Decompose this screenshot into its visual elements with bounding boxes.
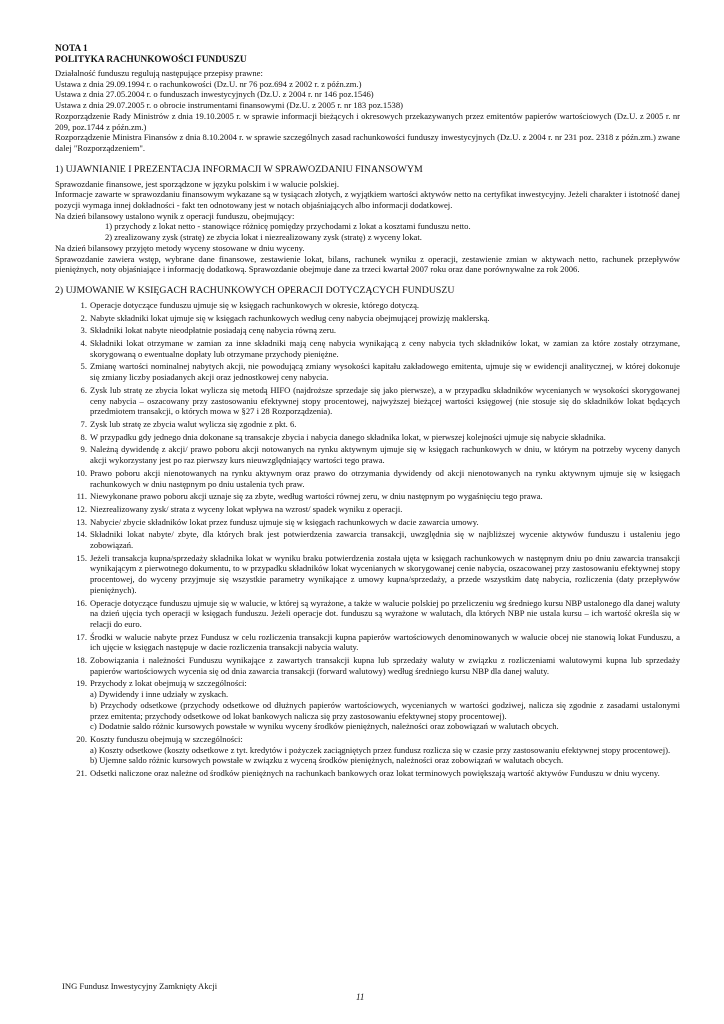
list-item xyxy=(55,432,680,443)
list-item-text: Jeżeli transakcja kupna/sprzedaży składnika lokat w wyniku braku potwierdzenia została ujęta w księgach rachunkowych w następnym dniu po dniu zawarcia transakcji wynikającym z pierwotnego dokumentu, to w przypadku składników lokat wycenianych w skorygowanej cenie nabycia, oszacowanej przy zastosowaniu efektywnej stopy procentowej, do wyceny przyjmuje się wszystkie parametry wynikające z umowy kupna/sprzedaży, a przede wszystkim datę nabycia, rozliczenia (daty przepływów pieniężnych). xyxy=(90,552,680,595)
list-item xyxy=(55,632,680,653)
intro-line: Ustawa z dnia 29.09.1994 r. o rachunkowości (Dz.U. nr 76 poz.694 z 2002 r. z późn.zm.) xyxy=(55,78,362,89)
list-item-number: 8. xyxy=(80,431,87,442)
list-item-text: b) Ujemne saldo różnic kursowych powstałe w związku z wyceną środków pieniężnych, należności oraz zobowiązań w walutach obcych. xyxy=(90,755,564,766)
intro-block xyxy=(55,68,680,154)
list-item-text: Składniki lokat nabyte nieodpłatnie posiadają cenę nabycia równą zeru. xyxy=(90,325,337,336)
list-item xyxy=(55,517,680,528)
rules-list xyxy=(55,300,680,779)
document-body xyxy=(55,44,680,781)
list-item-text: Nabyte składniki lokat ujmuje się w księgach rachunkowych według ceny nabycia obejmującej prowizję maklerską. xyxy=(90,312,490,323)
sub-item: 2) zrealizowany zysk (stratę) ze zbycia lokat i niezrealizowany zysk (stratę) z wyceny lokat. xyxy=(105,232,422,243)
list-item-number: 2. xyxy=(80,312,87,323)
list-item xyxy=(55,529,680,550)
intro-line: Rozporządzenie Ministra Finansów z dnia 8.10.2004 r. w sprawie szczególnych zasad rachunkowości funduszy inwestycyjnych (Dz.U. z 2004 r. nr 231 poz. 2318 z późn.zm.) zwane dalej "Rozporządzeniem". xyxy=(55,132,680,153)
list-item xyxy=(55,419,680,430)
list-item xyxy=(55,553,680,596)
list-item xyxy=(55,444,680,465)
list-item xyxy=(55,338,680,359)
list-item-text: a) Koszty odsetkowe (koszty odsetkowe z tyt. kredytów i pożyczek zaciągniętych przez fundusz rozlicza się w czasie przy zastosowaniu efektywnej stopy procentowej). xyxy=(90,744,671,755)
list-item-number: 16. xyxy=(76,597,87,608)
list-item-text: c) Dodatnie saldo różnic kursowych powstałe w wyniku wyceny środków pieniężnych, należności oraz zobowiązań w walutach obcych. xyxy=(90,721,559,732)
list-item-number: 14. xyxy=(76,529,87,540)
list-item-text: W przypadku gdy jednego dnia dokonane są transakcje zbycia i nabycia danego składnika lokat, w pierwszej kolejności ujmuje się nabycie składnika. xyxy=(90,431,606,442)
list-item xyxy=(55,504,680,515)
list-item-number: 17. xyxy=(76,631,87,642)
footer-company: ING Fundusz Inwestycyjny Zamknięty Akcji xyxy=(62,981,218,991)
list-item-text: Składniki lokat nabyte/ zbyte, dla których brak jest potwierdzenia zawarcia transakcji, uwzględnia się w najbliższej wycenie aktywów funduszu i ustaleniu jego zobowiązań. xyxy=(90,529,680,551)
list-item-number: 5. xyxy=(80,361,87,372)
list-item xyxy=(55,598,680,630)
list-item-text: Przychody z lokat obejmują w szczególności: xyxy=(90,678,247,689)
list-item-text: Niezrealizowany zysk/ strata z wyceny lokat wpływa na wzrost/ spadek wyniku z operacji. xyxy=(90,503,403,514)
paragraph: Sprawozdanie zawiera wstęp, wybrane dane finansowe, zestawienie lokat, bilans, rachunek wyniku z operacji, zestawienie zmian w aktywach netto, rachunek przepływów pieniężnych, noty objaśniające i informację dodatkową. Sprawozdanie obejmuje dane za trzeci kwartał 2007 roku oraz dane porównywalne za rok 2006. xyxy=(55,253,680,275)
list-item-text: Zobowiązania i należności Funduszu wynikające z zawartych transakcji kupna lub sprzedaży waluty w związku z rozliczeniami walutowymi kupna lub sprzedaży papierów wartościowych wycenia się od dnia zawarcia transakcji (forward walutowy) według średniego kursu NBP dla danej waluty. xyxy=(90,655,680,676)
page-number: 11 xyxy=(356,992,365,1002)
paragraph: Sprawozdanie finansowe, jest sporządzone w języku polskim i w walucie polskiej. xyxy=(55,178,339,189)
list-item-text: Zmianę wartości nominalnej nabytych akcji, nie powodującą zmiany wysokości kapitału zakładowego emitenta, ujmuje się w ewidencji analitycznej, w której dokonuje się zmiany liczby posiadanych akcji oraz jednostkowej ceny nabycia. xyxy=(90,361,680,383)
list-item xyxy=(55,678,680,732)
list-item-number: 15. xyxy=(76,552,87,563)
list-item-number: 18. xyxy=(76,655,87,666)
list-item-text: Koszty funduszu obejmują w szczególności: xyxy=(90,733,243,744)
list-item-text: Niewykonane prawo poboru akcji uznaje się za zbyte, według wartości równej zeru, w dniu następnym po wygaśnięciu tego prawa. xyxy=(90,491,543,502)
list-item-text: Środki w walucie nabyte przez Fundusz w celu rozliczenia transakcji kupna papierów wartościowych denominowanych w walucie obcej nie stanowią lokat Funduszu, a ich ujęcie w księgach następuje w dacie rozliczenia transakcji nabycia waluty. xyxy=(90,631,680,653)
page-title: POLITYKA RACHUNKOWOŚCI FUNDUSZU xyxy=(55,55,247,65)
list-item xyxy=(55,491,680,502)
list-item-number: 11. xyxy=(76,491,87,502)
intro-line: Ustawa z dnia 27.05.2004 r. o funduszach inwestycyjnych (Dz.U. z 2004 r. nr 146 poz.1546) xyxy=(55,89,374,100)
paragraph: Na dzień bilansowy przyjęto metody wyceny stosowane w dniu wyceny. xyxy=(55,242,305,253)
list-item xyxy=(55,734,680,766)
list-item-text: Zysk lub stratę ze zbycia lokat wylicza się metodą HIFO (najdroższe sprzedaje się jako pierwsze), a w przypadku składników wycenianych w wysokości skorygowanej ceny nabycia – oszacowany przy zastosowaniu efektywnej stopy procentowej, najwyższej bieżącej wartości księgowej (nie stosuje się do składników lokat będących przedmiotem transakcji, o których mowa w §27 i 28 Rozporządzenia). xyxy=(90,384,680,417)
list-item xyxy=(55,655,680,676)
list-item-number: 21. xyxy=(76,768,87,779)
list-item xyxy=(55,468,680,489)
list-item-text: Należną dywidendę z akcji/ prawo poboru akcji notowanych na rynku aktywnym ujmuje się w księgach rachunkowych w dniu, w którym na potrzeby wyceny danych akcji wykorzystany jest po raz pierwszy kurs nieuwzględniający wartości tego prawa. xyxy=(90,444,680,466)
intro-line: Ustawa z dnia 29.07.2005 r. o obrocie instrumentami finansowymi (Dz.U. z 2005 r. nr 183 poz.1538) xyxy=(55,100,403,111)
note-number: NOTA 1 xyxy=(55,44,88,54)
intro-line: Rozporządzenie Rady Ministrów z dnia 19.10.2005 r. w sprawie informacji bieżących i okresowych przekazywanych przez emitentów papierów wartościowych (Dz.U. z 2005 r. nr 209, poz.1744 z późn.zm.) xyxy=(55,110,680,132)
sub-item: 1) przychody z lokat netto - stanowiące różnicę pomiędzy przychodami z lokat a kosztami funduszu netto. xyxy=(105,221,471,232)
list-item-number: 19. xyxy=(76,678,87,689)
list-item xyxy=(55,385,680,417)
section-2-heading: 2) UJMOWANIE W KSIĘGACH RACHUNKOWYCH OPERACJI DOTYCZĄCYCH FUNDUSZU xyxy=(55,284,455,296)
list-item xyxy=(55,300,680,311)
list-item-text: Prawo poboru akcji nienotowanych na rynku aktywnym oraz prawo do otrzymania dywidendy od akcji nienotowanych na rynku aktywnym ujmuje się w księgach rachunkowych w dniu następnym po dniu ustalenia tych praw. xyxy=(90,467,680,489)
list-item-number: 7. xyxy=(80,418,87,429)
list-item-text: Odsetki naliczone oraz należne od środków pieniężnych na rachunkach bankowych oraz lokat terminowych powiększają wartość aktywów Funduszu w dniu wyceny. xyxy=(90,768,660,779)
paragraph: Informacje zawarte w sprawozdaniu finansowym wykazane są w tysiącach złotych, z wyjątkiem wartości aktywów netto na certyfikat inwestycyjny. Jeżeli charakter i istotność danej pozycji wymaga innej dokładności - fakt ten odnotowany jest w notach objaśniających albo informacji dodatkowej. xyxy=(55,189,680,211)
list-item-number: 20. xyxy=(76,733,87,744)
list-item-text: Nabycie/ zbycie składników lokat przez fundusz ujmuje się w księgach rachunkowych w dacie zawarcia umowy. xyxy=(90,516,479,527)
list-item-number: 3. xyxy=(80,325,87,336)
section-1-heading: 1) UJAWNIANIE I PREZENTACJA INFORMACJI W SPRAWOZDANIU FINANSOWYM xyxy=(55,163,423,175)
list-item-text: b) Przychody odsetkowe (przychody odsetkowe od dłużnych papierów wartościowych, wycenianych w wartości godziwej, nalicza się zgodnie z zasadami ustalonymi przez emitenta; przychody odsetkowe od lokat bankowych nalicza się przy zastosowaniu efektywnej stopy procentowej). xyxy=(90,699,680,721)
section-1-body xyxy=(55,179,680,275)
intro-line: Działalność funduszu regulują następujące przepisy prawne: xyxy=(55,68,263,78)
list-item-number: 13. xyxy=(76,516,87,527)
list-item-number: 6. xyxy=(80,384,87,395)
list-item-text: Zysk lub stratę ze zbycia walut wylicza się zgodnie z pkt. 6. xyxy=(90,418,297,429)
list-item-number: 1. xyxy=(80,299,87,310)
list-item-number: 10. xyxy=(76,467,87,478)
list-item xyxy=(55,361,680,382)
list-item-text: Operacje dotyczące funduszu ujmuje się w walucie, w której są wyrażone, a także w walucie polskiej po przeliczeniu wg średniego kursu NBP ustalonego dla danej waluty na dzień ujęcia tych operacji w księgach funduszu. Jeżeli operacje dot. funduszu są wyrażone w walutach, dla których NBP nie ustala kursu – ich wartość określa się w relacji do euro. xyxy=(90,597,680,629)
list-item-text: Składniki lokat otrzymane w zamian za inne składniki mają cenę nabycia wynikającą z ceny nabycia tych składników lokat, w zamian za które zostały otrzymane, skorygowaną o ewentualne dopłaty lub otrzymane przychody pieniężne. xyxy=(90,338,680,359)
list-item-number: 12. xyxy=(76,503,87,514)
list-item-text: a) Dywidendy i inne udziały w zyskach. xyxy=(90,689,229,700)
list-item xyxy=(55,325,680,336)
list-item-number: 9. xyxy=(80,444,87,455)
list-item xyxy=(55,313,680,324)
list-item-number: 4. xyxy=(80,338,87,349)
list-item-text: Operacje dotyczące funduszu ujmuje się w księgach rachunkowych w okresie, którego dotyczą. xyxy=(90,299,420,310)
list-item xyxy=(55,768,680,779)
paragraph: Na dzień bilansowy ustalono wynik z operacji funduszu, obejmujący: xyxy=(55,210,295,221)
